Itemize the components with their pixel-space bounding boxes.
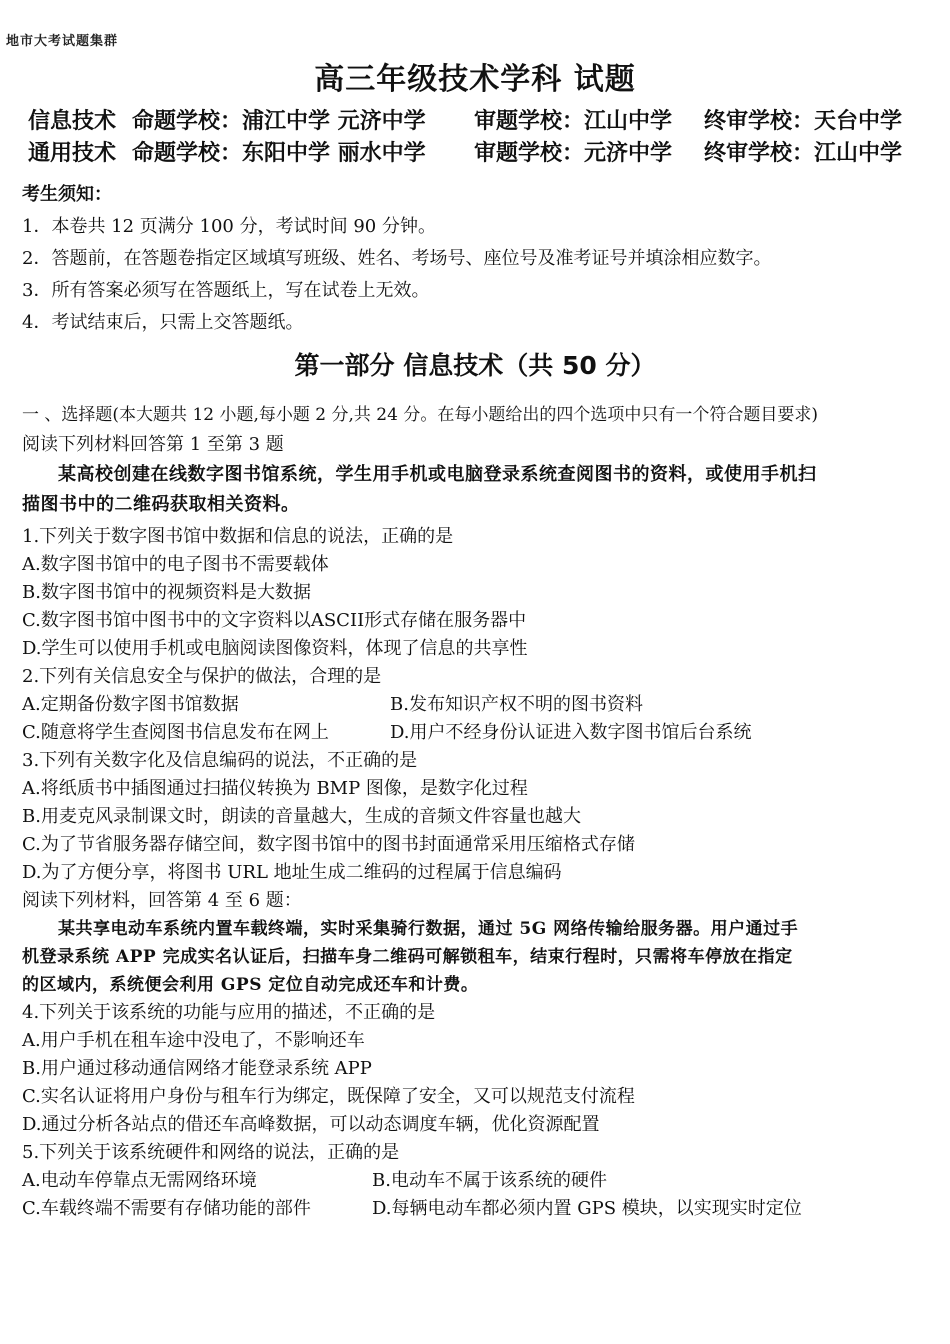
notice-heading: 考生须知： [22,184,112,205]
question-stem: 5.下列关于该系统硬件和网络的说法，正确的是 [22,1142,400,1163]
make-school: 命题学校：浦江中学 元济中学 [132,109,426,134]
notice-item: 2．答题前，在答题卷指定区域填写班级、姓名、考场号、座位号及准考证号并填涂相应数字。 [22,248,772,269]
option: C.实名认证将用户身份与租车行为绑定，既保障了安全，又可以规范支付流程 [22,1086,635,1107]
option: A.将纸质书中插图通过扫描仪转换为 BMP 图像，是数字化过程 [22,778,528,799]
option: C.数字图书馆中图书中的文字资料以ASCII形式存储在服务器中 [22,610,527,631]
notice-item: 3．所有答案必须写在答题纸上，写在试卷上无效。 [22,280,430,301]
option: D.用户不经身份认证进入数字图书馆后台系统 [390,722,752,743]
material-line: 某共享电动车系统内置车载终端，实时采集骑行数据，通过 5G 网络传输给服务器。用户通过手 [58,919,799,939]
option: C.车载终端不需要有存储功能的部件 [22,1198,311,1219]
header-fragment: 地市大考试题集群 [6,34,119,49]
option: A.用户手机在租车途中没电了，不影响还车 [22,1030,365,1051]
option: A.电动车停靠点无需网络环境 [22,1170,257,1191]
reading-intro: 阅读下列材料回答第 1 至第 3 题 [22,434,284,455]
review-school: 审题学校：元济中学 [474,141,673,166]
option: D.通过分析各站点的借还车高峰数据，可以动态调度车辆，优化资源配置 [22,1114,600,1135]
reading-intro: 阅读下列材料，回答第 4 至 6 题： [22,890,302,911]
material-line: 某高校创建在线数字图书馆系统，学生用手机或电脑登录系统查阅图书的资料，或使用手机扫 [58,464,817,485]
review-school: 审题学校：江山中学 [474,109,673,134]
subject-label: 通用技术 [28,141,117,166]
option: B.电动车不属于该系统的硬件 [372,1170,607,1191]
make-school: 命题学校：东阳中学 丽水中学 [132,141,426,166]
option: B.发布知识产权不明的图书资料 [390,694,643,715]
notice-item: 4．考试结束后，只需上交答题纸。 [22,312,304,333]
notice-item: 1．本卷共 12 页满分 100 分，考试时间 90 分钟。 [22,216,436,237]
question-stem: 2.下列有关信息安全与保护的做法，合理的是 [22,666,382,687]
exam-title: 高三年级技术学科 试题 [314,62,636,97]
option: B.用户通过移动通信网络才能登录系统 APP [22,1058,372,1079]
final-school: 终审学校：天台中学 [704,109,903,134]
option: D.学生可以使用手机或电脑阅读图像资料，体现了信息的共享性 [22,638,528,659]
option: C.随意将学生查阅图书信息发布在网上 [22,722,329,743]
option: A.数字图书馆中的电子图书不需要载体 [22,554,329,575]
section-heading: 一 、选择题(本大题共 12 小题,每小题 2 分,共 24 分。在每小题给出的四个选项中只有一个符合题目要求) [22,405,818,425]
option: B.用麦克风录制课文时，朗读的音量越大，生成的音频文件容量也越大 [22,806,581,827]
option: B.数字图书馆中的视频资料是大数据 [22,582,311,603]
question-stem: 3.下列有关数字化及信息编码的说法，不正确的是 [22,750,418,771]
material-line: 的区域内，系统便会利用 GPS 定位自动完成还车和计费。 [22,975,479,995]
subject-label: 信息技术 [28,109,117,134]
material-line: 描图书中的二维码获取相关资料。 [22,494,300,515]
option: D.每辆电动车都必须内置 GPS 模块，以实现实时定位 [372,1198,802,1219]
question-stem: 4.下列关于该系统的功能与应用的描述，不正确的是 [22,1002,436,1023]
part-title: 第一部分 信息技术（共 50 分） [294,351,656,380]
option: A.定期备份数字图书馆数据 [22,694,239,715]
material-line: 机登录系统 APP 完成实名认证后，扫描车身二维码可解锁租车，结束行程时，只需将车停放在指定 [22,947,793,967]
final-school: 终审学校：江山中学 [704,141,903,166]
option: D.为了方便分享，将图书 URL 地址生成二维码的过程属于信息编码 [22,862,562,883]
question-stem: 1.下列关于数字图书馆中数据和信息的说法，正确的是 [22,526,454,547]
option: C.为了节省服务器存储空间，数字图书馆中的图书封面通常采用压缩格式存储 [22,834,635,855]
